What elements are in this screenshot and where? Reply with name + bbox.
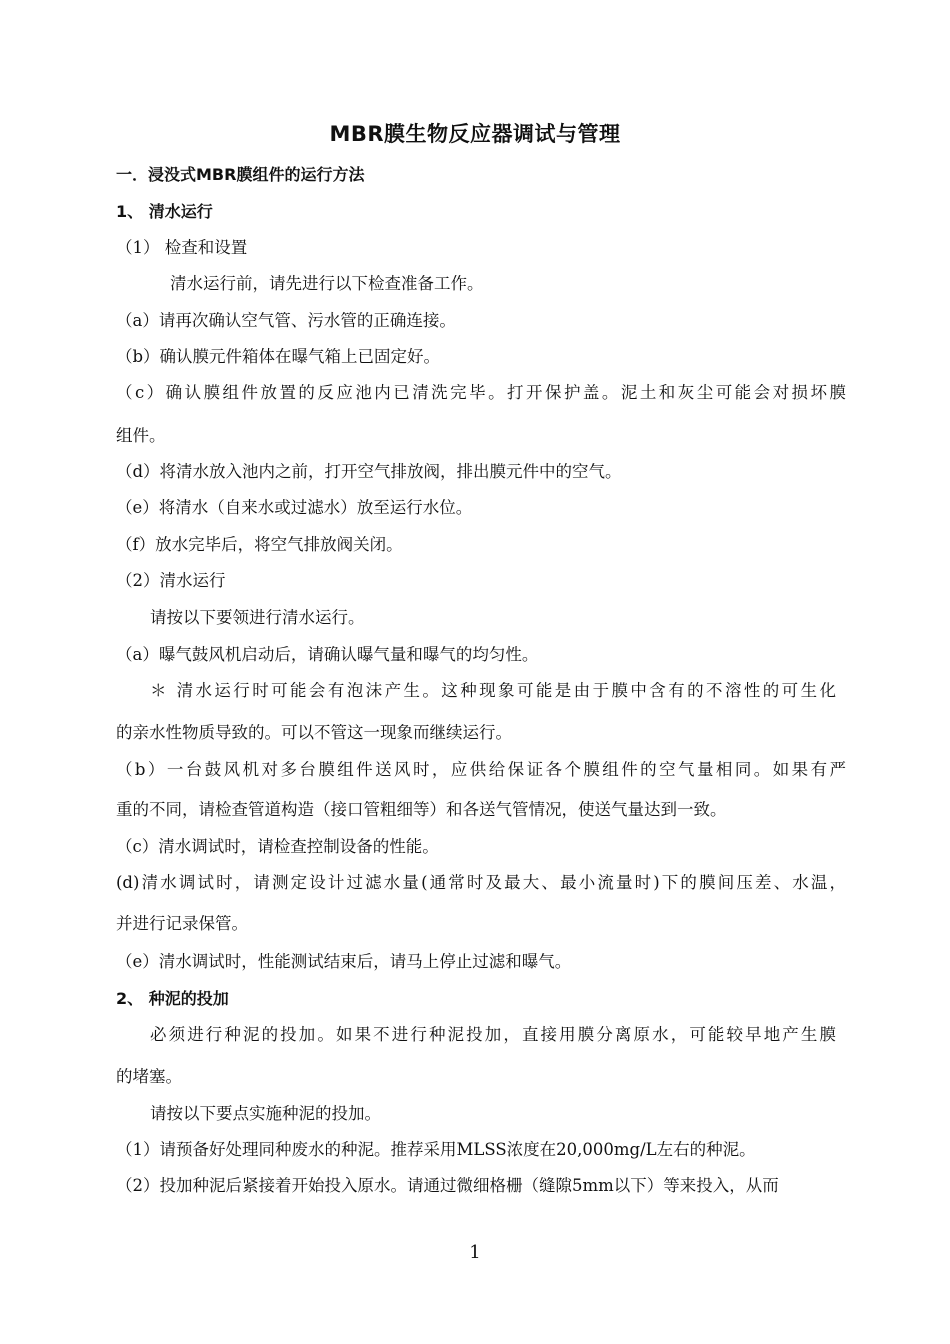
item-heading-clean-run: （2）清水运行: [116, 571, 226, 590]
list-item-d: (d)清水调试时，请测定设计过滤水量(通常时及最大、最小流量时)下的膜间压差、水温，: [116, 873, 846, 892]
list-item-1: （1）请预备好处理同种废水的种泥。推荐采用MLSS浓度在20,000mg/L左右的种泥。: [116, 1140, 756, 1159]
subsection-heading-seed-sludge: 2、 种泥的投加: [116, 989, 229, 1008]
note-line: ＊ 清水运行时可能会有泡沫产生。这种现象可能是由于膜中含有的不溶性的可生化: [150, 681, 836, 700]
list-item-e: （e）清水调试时，性能测试结束后，请马上停止过滤和曝气。: [116, 952, 572, 971]
list-item-b: （b）确认膜元件箱体在曝气箱上已固定好。: [116, 347, 441, 366]
page-number: 1: [469, 1242, 481, 1263]
list-item-e: （e）将清水（自来水或过滤水）放至运行水位。: [116, 498, 473, 517]
list-item-b: （b）一台鼓风机对多台膜组件送风时，应供给保证各个膜组件的空气量相同。如果有严: [116, 760, 846, 779]
list-item-a: （a）请再次确认空气管、污水管的正确连接。: [116, 311, 456, 330]
paragraph-line: 必须进行种泥的投加。如果不进行种泥投加，直接用膜分离原水，可能较早地产生膜: [150, 1025, 836, 1044]
document-title: MBR膜生物反应器调试与管理: [329, 122, 621, 146]
note-line-continued: 的亲水性物质导致的。可以不管这一现象而继续运行。: [116, 723, 512, 742]
list-item-d-continued: 并进行记录保管。: [116, 914, 248, 933]
paragraph-line: 清水运行前，请先进行以下检查准备工作。: [170, 274, 484, 293]
list-item-a: （a）曝气鼓风机启动后，请确认曝气量和曝气的均匀性。: [116, 645, 539, 664]
list-item-c: （c）确认膜组件放置的反应池内已清洗完毕。打开保护盖。泥土和灰尘可能会对损坏膜: [116, 383, 846, 402]
paragraph-line: 请按以下要点实施种泥的投加。: [150, 1104, 381, 1123]
subsection-heading-clean-water: 1、 清水运行: [116, 202, 213, 221]
list-item-2: （2）投加种泥后紧接着开始投入原水。请通过微细格栅（缝隙5mm以下）等来投入，从而: [116, 1176, 779, 1195]
paragraph-line-continued: 的堵塞。: [116, 1067, 182, 1086]
section-heading-1: 一．浸没式MBR膜组件的运行方法: [116, 165, 365, 184]
list-item-b-continued: 重的不同，请检查管道构造（接口管粗细等）和各送气管情况，使送气量达到一致。: [116, 800, 727, 819]
list-item-c: （c）清水调试时，请检查控制设备的性能。: [116, 837, 439, 856]
item-heading-check: （1） 检查和设置: [116, 238, 248, 257]
list-item-d: （d）将清水放入池内之前，打开空气排放阀，排出膜元件中的空气。: [116, 462, 622, 481]
list-item-c-continued: 组件。: [116, 426, 166, 445]
paragraph-line: 请按以下要领进行清水运行。: [150, 608, 365, 627]
list-item-f: （f）放水完毕后，将空气排放阀关闭。: [116, 535, 403, 554]
